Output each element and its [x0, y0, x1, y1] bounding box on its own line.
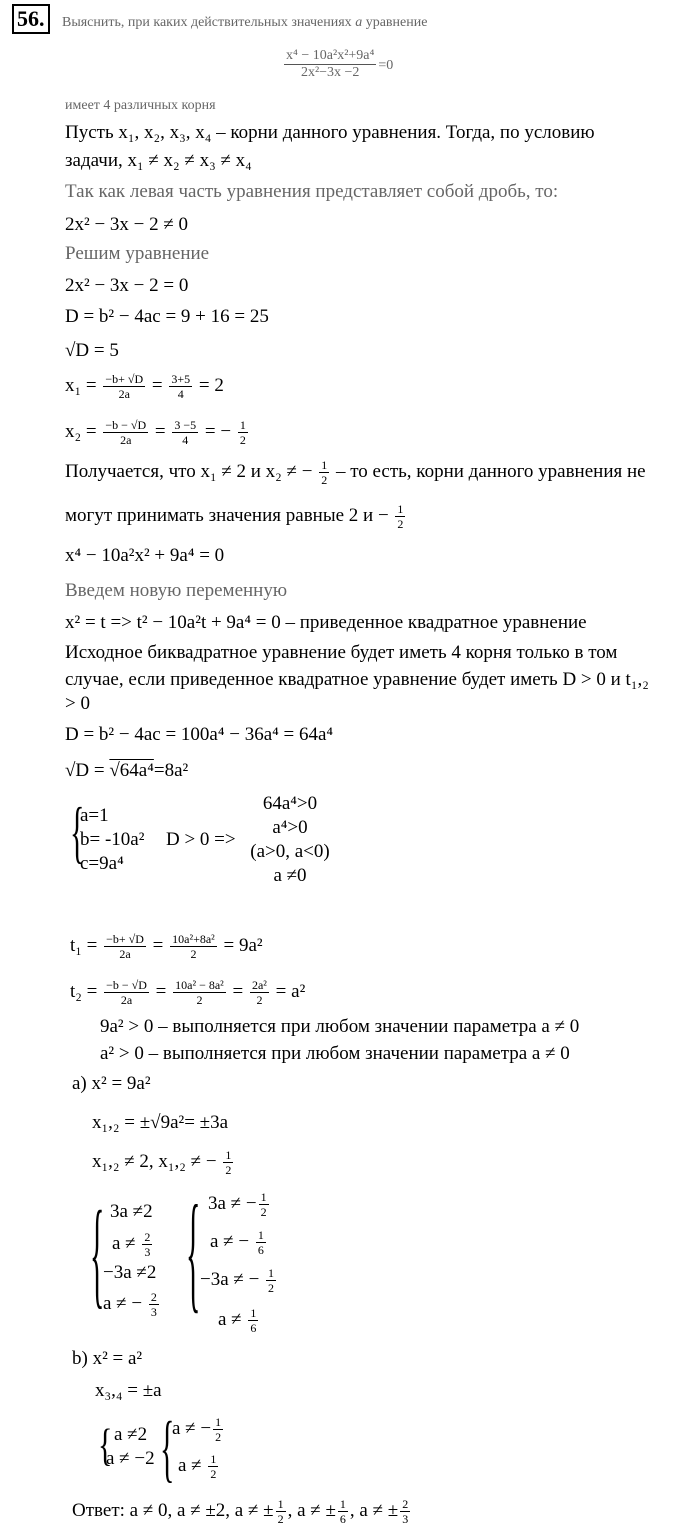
- condition-line: a² > 0 – выполняется при любом значении параметра a ≠ 0: [100, 1043, 570, 1064]
- lhs: t₁ =: [70, 934, 98, 956]
- numerator: 1: [321, 458, 328, 472]
- case-b-line: x₃,₄ = ±a: [95, 1380, 162, 1401]
- sys-item: [218, 1306, 260, 1335]
- fraction: [104, 932, 146, 961]
- denominator: 2: [215, 1430, 222, 1444]
- sys-result: 64a⁴>0: [262, 793, 318, 814]
- numerator: 2: [402, 1497, 409, 1511]
- brace-icon: {: [70, 795, 85, 872]
- numerator: 1: [277, 1497, 284, 1511]
- denominator: 6: [257, 1243, 264, 1257]
- sys-item: a ≠ −2: [106, 1448, 155, 1469]
- text: 3a ≠ −: [208, 1192, 257, 1214]
- equals: =: [151, 374, 163, 396]
- equals: =: [232, 980, 244, 1002]
- fraction: [169, 372, 192, 401]
- sys-item: 3a ≠2: [110, 1201, 153, 1222]
- numerator: 2a²: [251, 978, 267, 992]
- case-a-heading: а) x² = 9a²: [72, 1073, 151, 1094]
- radical: √64a⁴: [109, 760, 154, 781]
- t1-formula: [70, 932, 263, 961]
- fraction: [142, 1230, 152, 1259]
- text: , a ≠ ±: [349, 1499, 399, 1521]
- sys-item: c=9a⁴: [80, 853, 124, 874]
- text: √D =: [65, 760, 110, 781]
- equation-rhs: =0: [378, 57, 394, 73]
- text: −3a ≠ −: [200, 1268, 260, 1290]
- fraction: [149, 1290, 159, 1319]
- denominator: 2: [196, 993, 203, 1007]
- numerator: 1: [239, 418, 246, 432]
- brace-icon: {: [160, 1408, 175, 1491]
- sys-result: a⁴>0: [272, 817, 308, 838]
- brace-icon: {: [90, 1189, 105, 1321]
- denominator: 2: [321, 473, 328, 487]
- sys-implies: D > 0 =>: [166, 829, 236, 850]
- brace-icon: {: [98, 1421, 113, 1471]
- sys-item: [103, 1290, 161, 1319]
- text: Ответ: a ≠ 0, a ≠ ±2, a ≠ ±: [72, 1499, 274, 1521]
- sys-item: [112, 1230, 154, 1259]
- solution-line: 2x² − 3x − 2 ≠ 0: [65, 214, 189, 235]
- solution-line: D = b² − 4ac = 100a⁴ − 36a⁴ = 64a⁴: [65, 724, 334, 745]
- case-a-line: x₁,₂ = ±√9a²= ±3a: [92, 1112, 229, 1133]
- case-b-heading: b) x² = a²: [72, 1348, 143, 1369]
- fraction: [395, 502, 405, 531]
- solution-line: Пусть x₁, x₂, x₃, x₄ – корни данного уравнения. Тогда, по условию: [65, 122, 595, 143]
- numerator: 10a² − 8a²: [175, 978, 224, 992]
- denominator: 4: [177, 387, 184, 401]
- case-a-line: [92, 1148, 235, 1177]
- text: a ≠: [112, 1232, 136, 1254]
- lhs: t₂ =: [70, 980, 98, 1002]
- sys-item: [210, 1228, 268, 1257]
- solution-line: D = b² − 4ac = 9 + 16 = 25: [65, 306, 269, 327]
- numerator: 1: [260, 1190, 267, 1204]
- numerator: −b − √D: [106, 978, 147, 992]
- fraction: [103, 418, 148, 447]
- fraction: [338, 1497, 348, 1526]
- fraction: [400, 1497, 410, 1526]
- numerator: −b − √D: [105, 418, 147, 432]
- denominator: 2: [190, 947, 197, 961]
- text: – то есть, корни данного уравнения не: [335, 460, 646, 482]
- solution-line: случае, если приведенное квадратное уравнение будет иметь D > 0 и t₁,₂: [65, 669, 649, 690]
- denominator: 2a: [118, 387, 130, 401]
- fraction: [250, 978, 269, 1007]
- condition-line: 9a² > 0 – выполняется при любом значении параметра a ≠ 0: [100, 1016, 580, 1037]
- denominator: 6: [339, 1512, 346, 1526]
- numerator: 1: [397, 502, 404, 516]
- equals: =: [154, 420, 166, 442]
- conclusion-line: [65, 458, 646, 487]
- problem-equation: [282, 48, 393, 81]
- solution-line: Исходное биквадратное уравнение будет иметь 4 корня только в том: [65, 642, 618, 663]
- rhs: = a²: [275, 980, 306, 1002]
- text: Получается, что x₁ ≠ 2 и x₂ ≠ −: [65, 460, 313, 482]
- fraction: [223, 1148, 233, 1177]
- denominator: 6: [250, 1321, 257, 1335]
- fraction: [319, 458, 329, 487]
- lhs: x₁ =: [65, 374, 97, 396]
- fraction: [103, 372, 145, 401]
- numerator: 1: [339, 1497, 346, 1511]
- rhs: = −: [204, 420, 232, 442]
- problem-tail: имеет 4 различных корня: [65, 98, 216, 113]
- fraction: [208, 1452, 218, 1481]
- lhs: x₂ =: [65, 420, 97, 442]
- sys-item: a ≠2: [114, 1424, 148, 1445]
- rhs: = 2: [198, 374, 224, 396]
- fraction: [170, 932, 217, 961]
- denominator: 2: [277, 1512, 284, 1526]
- fraction: [276, 1497, 286, 1526]
- solution-line: > 0: [65, 693, 90, 714]
- text: =8a²: [153, 760, 189, 781]
- sys-result: a ≠0: [273, 865, 307, 886]
- conclusion-line: [65, 502, 407, 531]
- numerator: 1: [225, 1148, 232, 1162]
- denominator: 4: [182, 433, 189, 447]
- fraction: [266, 1266, 276, 1295]
- problem-text: [62, 12, 427, 34]
- numerator: 2: [150, 1290, 157, 1304]
- problem-variable: a: [355, 15, 363, 30]
- problem-number: 56.: [12, 4, 50, 34]
- numerator: 3+5: [171, 372, 191, 386]
- text: x₁,₂ ≠ 2, x₁,₂ ≠ −: [92, 1150, 217, 1172]
- rhs: = 9a²: [223, 934, 263, 956]
- sys-item: [208, 1190, 271, 1219]
- numerator: 1: [250, 1306, 257, 1320]
- solution-line: x⁴ − 10a²x² + 9a⁴ = 0: [65, 545, 225, 566]
- denominator: 2a: [120, 993, 133, 1007]
- problem-text-part2: уравнение: [365, 15, 428, 30]
- denominator: 3: [144, 1245, 151, 1259]
- numerator: 1: [257, 1228, 264, 1242]
- denominator: 2: [268, 1281, 275, 1295]
- text: a ≠ −: [210, 1230, 250, 1252]
- numerator: 1: [215, 1415, 222, 1429]
- answer: [72, 1497, 412, 1526]
- numerator: −b+ √D: [106, 932, 144, 946]
- fraction: [259, 1190, 269, 1219]
- fraction: [173, 978, 226, 1007]
- numerator: 10a²+8a²: [172, 932, 215, 946]
- equals: =: [152, 934, 164, 956]
- solution-line: x² = t => t² − 10a²t + 9a⁴ = 0 – приведенное квадратное уравнение: [65, 612, 587, 633]
- numerator: −b+ √D: [105, 372, 144, 386]
- sys-item: [200, 1266, 278, 1295]
- denominator: 2a: [119, 947, 131, 961]
- fraction: [256, 1228, 266, 1257]
- sqrt-d-line: [65, 760, 188, 782]
- sys-result: (a>0, a<0): [250, 841, 330, 862]
- x2-formula: [65, 418, 250, 447]
- denominator: 2x²−3x −2: [300, 65, 360, 80]
- denominator: 2: [260, 1205, 267, 1219]
- sys-item: [172, 1415, 225, 1444]
- fraction: [104, 978, 149, 1007]
- denominator: 2: [210, 1467, 217, 1481]
- numerator: 2: [144, 1230, 151, 1244]
- brace-icon: {: [186, 1181, 201, 1327]
- solution-line: Введем новую переменную: [65, 580, 288, 601]
- t2-formula: [70, 978, 305, 1007]
- sys-item: [178, 1452, 220, 1481]
- fraction: [213, 1415, 223, 1444]
- fraction: [172, 418, 198, 447]
- numerator: 1: [268, 1266, 275, 1280]
- denominator: 2: [397, 517, 404, 531]
- denominator: 2: [225, 1163, 232, 1177]
- solution-line: 2x² − 3x − 2 = 0: [65, 275, 189, 296]
- fraction: [248, 1306, 258, 1335]
- denominator: 2: [256, 993, 263, 1007]
- sys-item: a=1: [80, 805, 109, 826]
- numerator: 3 −5: [174, 418, 197, 432]
- text: a ≠ −: [103, 1292, 143, 1314]
- denominator: 2a: [120, 433, 132, 447]
- x1-formula: [65, 372, 224, 401]
- equals: =: [155, 980, 167, 1002]
- text: a ≠ −: [172, 1417, 212, 1439]
- denominator: 3: [402, 1512, 409, 1526]
- problem-text-part1: Выяснить, при каких действительных значениях: [62, 15, 352, 30]
- solution-line: Решим уравнение: [65, 243, 210, 264]
- solution-line: Так как левая часть уравнения представляет собой дробь, то:: [65, 181, 559, 202]
- solution-line: √D = 5: [65, 340, 119, 361]
- solution-line: задачи, x₁ ≠ x₂ ≠ x₃ ≠ x₄: [65, 150, 252, 171]
- text: a ≠: [178, 1454, 202, 1476]
- sys-item: −3a ≠2: [103, 1262, 157, 1283]
- problem-fraction: [284, 48, 376, 81]
- sys-item: b= -10a²: [80, 829, 145, 850]
- text: a ≠: [218, 1308, 242, 1330]
- text: , a ≠ ±: [287, 1499, 336, 1521]
- fraction: [238, 418, 248, 447]
- denominator: 2: [239, 433, 246, 447]
- denominator: 3: [150, 1305, 157, 1319]
- numerator: 1: [210, 1452, 217, 1466]
- text: могут принимать значения равные 2 и −: [65, 504, 389, 526]
- numerator: x⁴ − 10a²x²+9a⁴: [286, 48, 375, 63]
